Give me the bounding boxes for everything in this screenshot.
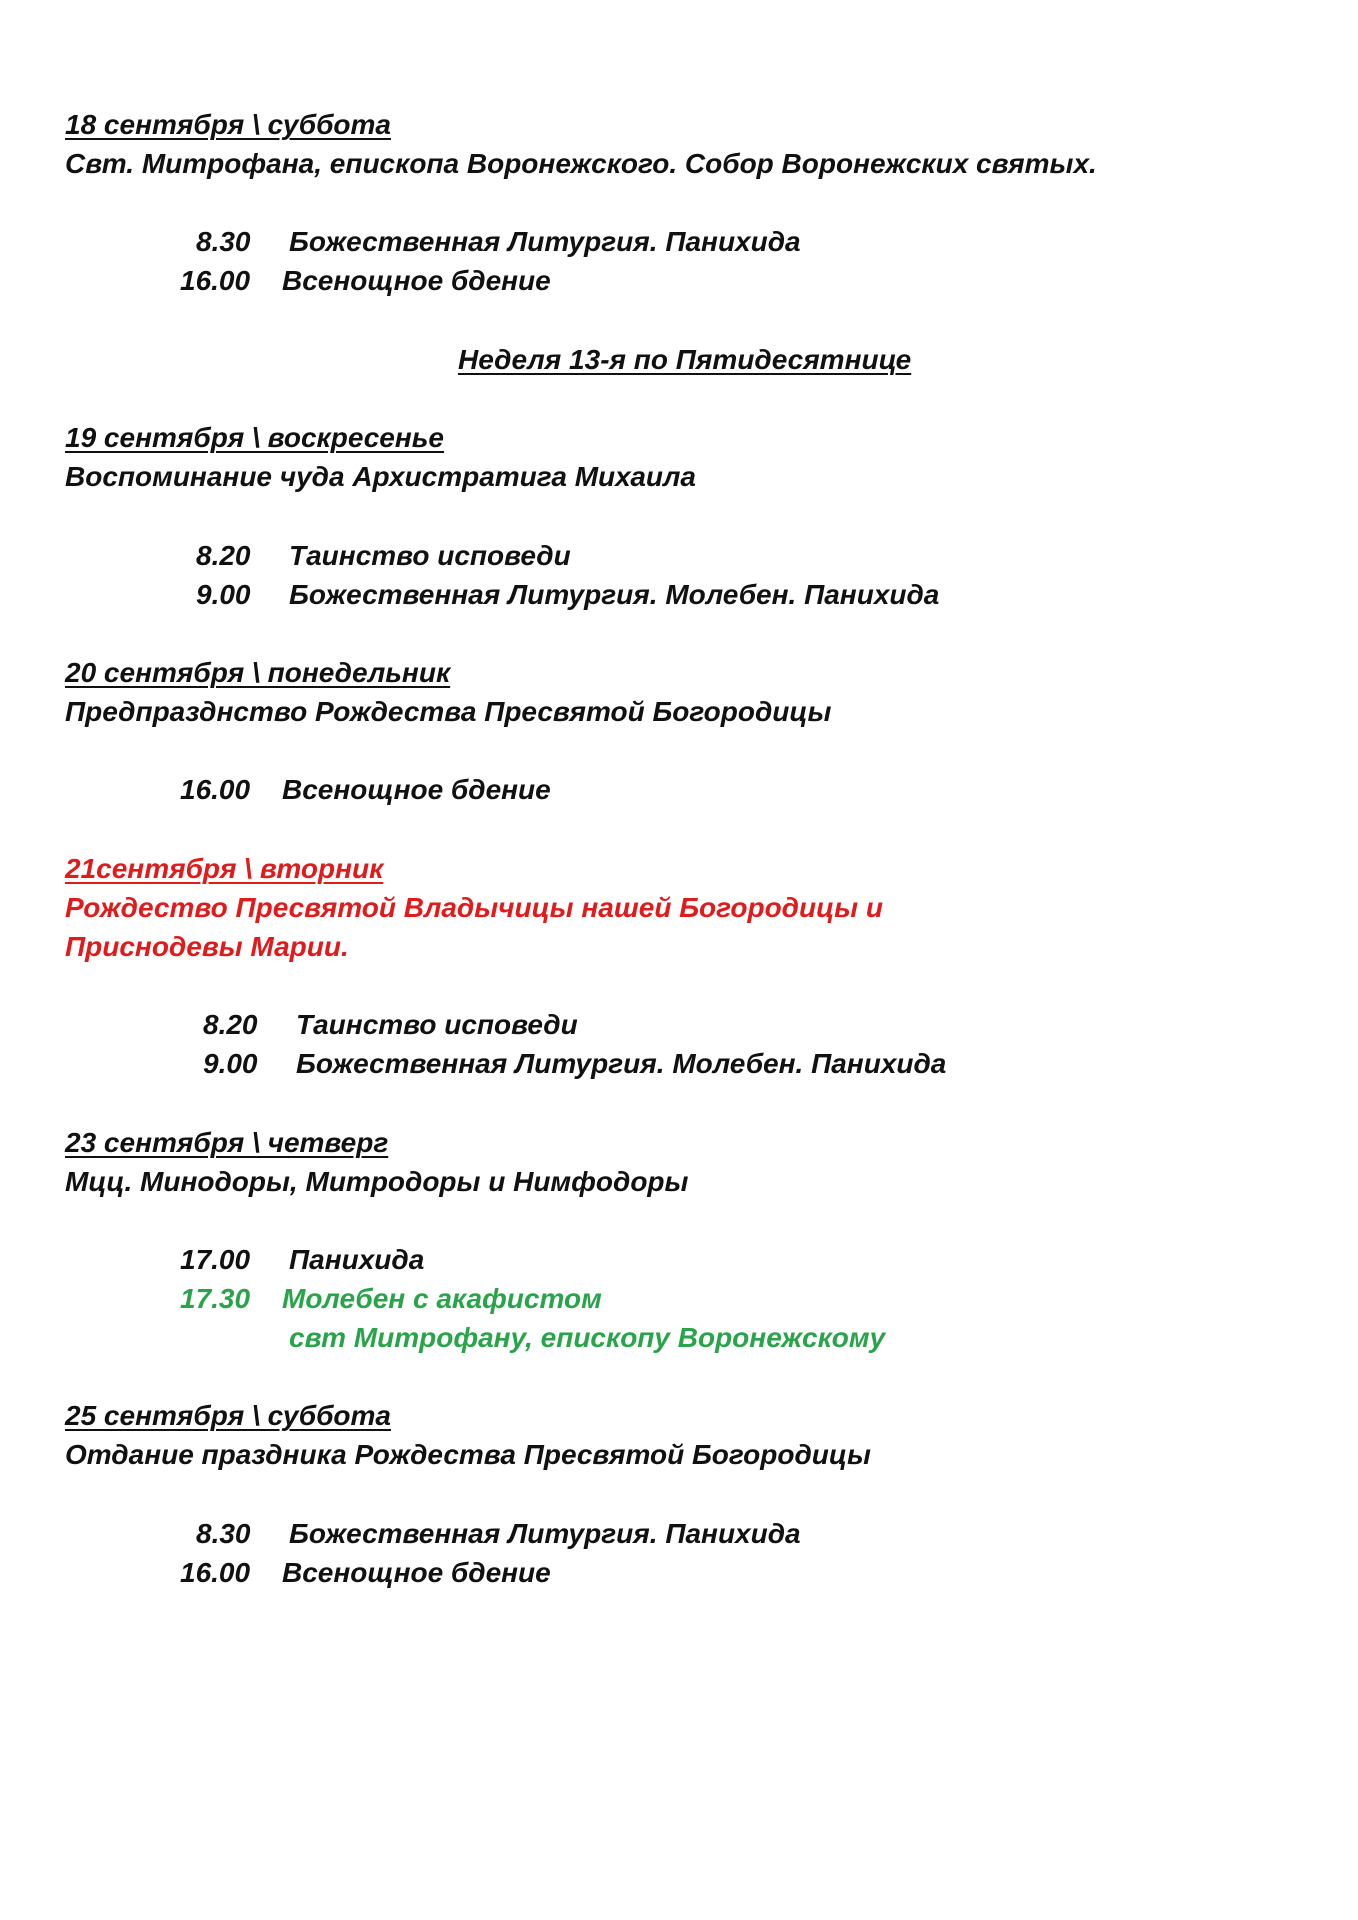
- day-date-sep19: 19 сентября \ воскресенье: [65, 422, 444, 453]
- day-date-sep23: 23 сентября \ четверг: [65, 1127, 389, 1158]
- service-name: Божественная Литургия. Молебен. Панихида: [296, 1048, 947, 1079]
- service-name: Панихида: [289, 1244, 425, 1275]
- service-name: Божественная Литургия. Панихида: [289, 226, 801, 257]
- service-time: 9.00: [203, 1048, 258, 1079]
- service-name: Таинство исповеди: [296, 1009, 578, 1040]
- service-time: 8.20: [196, 540, 251, 571]
- day-title-sep21-line2: Приснодевы Марии.: [65, 931, 349, 962]
- day-title-sep19: Воспоминание чуда Архистратига Михаила: [65, 461, 696, 492]
- service-name: Таинство исповеди: [289, 540, 571, 571]
- day-title-sep18: Свт. Митрофана, епископа Воронежского. Собор Воронежских святых.: [65, 148, 1097, 179]
- service-time: 8.20: [203, 1009, 258, 1040]
- service-time-akathist: 17.30: [180, 1283, 251, 1314]
- service-name: Божественная Литургия. Панихида: [289, 1518, 801, 1549]
- service-name-akathist-line2: свт Митрофану, епископу Воронежскому: [289, 1322, 886, 1353]
- service-name: Всенощное бдение: [282, 1557, 551, 1588]
- service-time: 16.00: [180, 774, 251, 805]
- day-title-sep25: Отдание праздника Рождества Пресвятой Богородицы: [65, 1439, 871, 1470]
- week-heading: Неделя 13-я по Пятидесятнице: [458, 344, 912, 375]
- day-date-sep21: 21сентября \ вторник: [65, 853, 384, 884]
- service-time: 9.00: [196, 579, 251, 610]
- day-title-sep20: Предпразднство Рождества Пресвятой Богородицы: [65, 696, 832, 727]
- service-name: Всенощное бдение: [282, 774, 551, 805]
- service-time: 8.30: [196, 226, 251, 257]
- day-date-sep18: 18 сентября \ суббота: [65, 109, 391, 140]
- service-name: Божественная Литургия. Молебен. Панихида: [289, 579, 940, 610]
- day-title-sep21-line1: Рождество Пресвятой Владычицы нашей Богородицы и: [65, 892, 883, 923]
- service-name-akathist: Молебен с акафистом: [282, 1283, 602, 1314]
- service-time: 16.00: [180, 265, 251, 296]
- service-time: 8.30: [196, 1518, 251, 1549]
- service-time: 16.00: [180, 1557, 251, 1588]
- day-date-sep20: 20 сентября \ понедельник: [65, 657, 451, 688]
- service-name: Всенощное бдение: [282, 265, 551, 296]
- day-date-sep25: 25 сентября \ суббота: [65, 1400, 391, 1431]
- day-title-sep23: Мцц. Минодоры, Митродоры и Нимфодоры: [65, 1166, 689, 1197]
- service-time: 17.00: [180, 1244, 251, 1275]
